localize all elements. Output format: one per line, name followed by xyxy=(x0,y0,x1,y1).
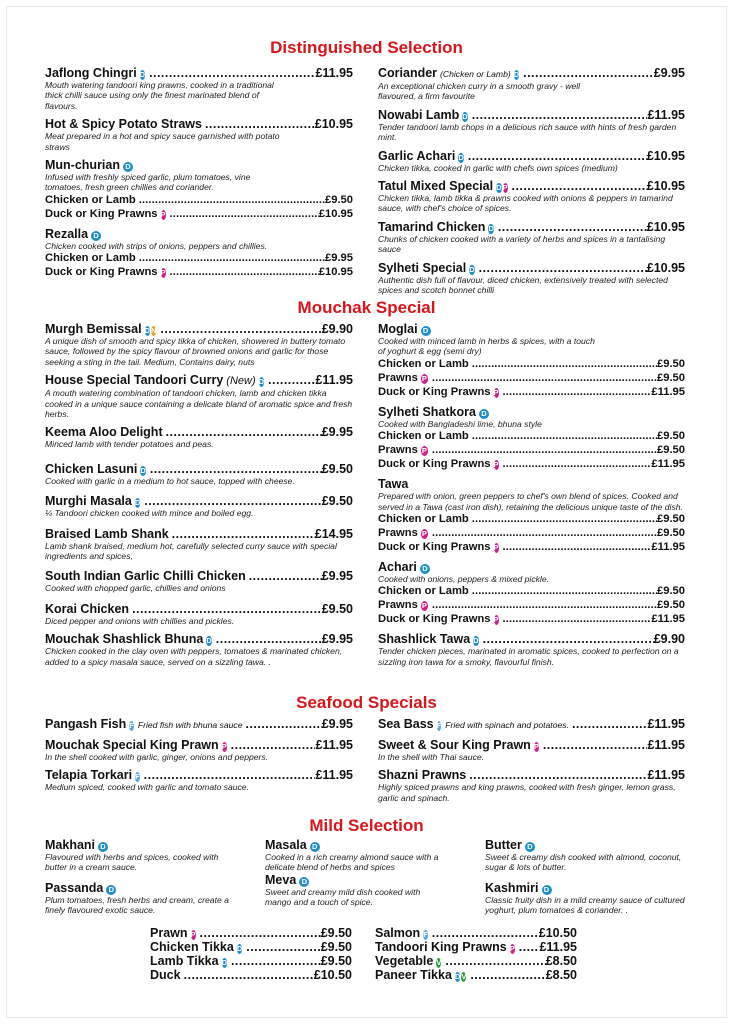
dairy-icon: D xyxy=(496,183,502,193)
menu-item-shazni-prawns: Shazni Prawns . . . £11.95 xyxy=(378,768,685,782)
menu-item-garlic-achari: Garlic Achari D . . . £10.95 xyxy=(378,149,685,163)
fish-icon: F xyxy=(135,772,140,782)
vegetarian-icon: V xyxy=(436,958,442,967)
dairy-icon: D xyxy=(473,636,479,646)
menu-item-rezalla: Rezalla D xyxy=(45,227,353,241)
option-row: Chicken or Lamb . . . £9.95 xyxy=(45,251,353,265)
dairy-icon: D xyxy=(221,958,227,967)
menu-item-achari: Achari D xyxy=(378,560,685,574)
menu-item-house-special: House Special Tandoori Curry (New) D . . . £11.95 xyxy=(45,373,353,388)
menu-item-murghi-masala: Murghi Masala D . . . £9.50 xyxy=(45,494,353,508)
fish-icon: F xyxy=(129,721,134,730)
fish-icon: F xyxy=(436,721,442,730)
dairy-icon: D xyxy=(513,70,520,79)
dairy-icon: D xyxy=(139,70,146,79)
dairy-icon: D xyxy=(106,885,116,895)
option-row: Duck or King Prawns P . . . £10.95 xyxy=(45,265,353,279)
price-row-vegetable: Vegetable V . . . £8.50 xyxy=(375,954,577,968)
option-row: Chicken or Lamb . . . £9.50 xyxy=(45,193,353,207)
section-title-seafood: Seafood Specials xyxy=(296,693,437,712)
menu-item-chicken-lasuni: Chicken Lasuni D . . . £9.50 xyxy=(45,462,353,476)
dairy-icon: D xyxy=(144,326,150,335)
prawn-icon: P xyxy=(190,930,196,939)
prawn-icon: P xyxy=(502,183,508,193)
option-row: Prawns P . . . £9.50 xyxy=(378,443,685,457)
menu-item-telapia-torkari: Telapia Torkari F . . . £11.95 xyxy=(45,768,353,782)
mild-middle-column: Masala D Cooked in a rich creamy almond sauce with a delicate blend of herbs and spices Meva D Sweet and creamy mild dish cooked with mango and a touch of spice. xyxy=(265,838,475,908)
prawn-icon: P xyxy=(509,944,515,953)
menu-item-coriander: Coriander (Chicken or Lamb) D . . . £9.95 xyxy=(378,66,685,81)
menu-item-butter: Butter D xyxy=(485,838,695,852)
dairy-icon: D xyxy=(258,377,265,387)
menu-item-munchurian: Mun-churian D xyxy=(45,158,353,172)
prawn-icon: P xyxy=(421,601,427,611)
dairy-icon: D xyxy=(454,972,461,981)
dairy-icon: D xyxy=(140,465,146,475)
option-row: Chicken or Lamb . . . £9.50 xyxy=(378,584,685,598)
price-row-tandoori-king-prawns: Tandoori King Prawns P . . . £11.95 xyxy=(375,940,577,954)
menu-item-sylheti-shatkora: Sylheti Shatkora D xyxy=(378,405,685,419)
prawn-icon: P xyxy=(221,742,227,751)
menu-item-shashlick-tawa: Shashlick Tawa D . . . £9.90 xyxy=(378,632,685,646)
menu-item-moglai: Moglai D xyxy=(378,322,685,336)
option-row: Duck or King Prawns P . . . £10.95 xyxy=(45,207,353,221)
dairy-icon: D xyxy=(310,842,320,852)
mild-right-column: Butter D Sweet & creamy dish cooked with almond, coconut, sugar & lots of butter. Kashmiri D Classic fruity dish in a mild creamy sauce of cultured yoghurt, plum tomatoes & coriander. . xyxy=(485,838,695,916)
dairy-icon: D xyxy=(420,564,430,574)
mouchak-right-column: Moglai D Cooked with minced lamb in herbs & spices, with a touch of yoghurt & egg (semi dry) Chicken or Lamb . . . £9.50 Prawns P . . . £9.50 Duck or King Prawns P . . . £11.95 Sylheti Shatkora D Cooked with Bangladeshi lime, bhuna style Chicken or Lamb . . . £9.50 Prawns P . . . £9.50 Duck or King Prawns P . . . £11.95 Tawa Prepared with onion, green peppers to chef's own blend of spices. Cooked and served in a Tawa (cast iron dish), retaining the delicious unique taste of the dish. Chicken or Lamb . . . £9.50 Prawns P . . . £9.50 Duck or King Prawns P . . . £11.95 Achari D Cooked with onions, peppers & mixed pickle. Chicken or Lamb . . . £9.50 Prawns P . . . £9.50 Duck or King Prawns P . . . £11.95 Shashlick Tawa D . . . £9.90 Tender chicken pieces, marinated in aromatic spices, cooked to perfection on a sizzling iron tawa for a smoky, flavourful finish. xyxy=(378,322,685,667)
prawn-icon: P xyxy=(160,209,166,219)
nuts-icon: N xyxy=(150,326,157,335)
menu-item-jaflong: Jaflong Chingri D . . . £11.95 xyxy=(45,66,353,80)
option-row: Duck or King Prawns P . . . £11.95 xyxy=(378,385,685,399)
menu-item-passanda: Passanda D xyxy=(45,881,255,895)
dairy-icon: D xyxy=(123,162,133,172)
menu-item-mouchak-king-prawn: Mouchak Special King Prawn P . . . £11.95 xyxy=(45,738,353,752)
dairy-icon: D xyxy=(98,842,108,852)
section-title-mild: Mild Selection xyxy=(309,816,424,835)
prawn-icon: P xyxy=(160,268,166,278)
mild-price-list-left xyxy=(150,926,352,982)
menu-item-tawa: Tawa xyxy=(378,477,409,492)
dairy-icon: D xyxy=(462,111,468,121)
option-row: Duck or King Prawns P . . . £11.95 xyxy=(378,457,685,471)
menu-item-kashmiri: Kashmiri D xyxy=(485,881,695,895)
menu-item-masala: Masala D xyxy=(265,838,475,852)
dairy-icon: D xyxy=(299,877,309,887)
prawn-icon: P xyxy=(421,529,427,539)
menu-item-makhani: Makhani D xyxy=(45,838,255,852)
option-row: Duck or King Prawns P . . . £11.95 xyxy=(378,612,685,626)
menu-item-korai-chicken: Korai Chicken . . . £9.50 xyxy=(45,602,353,616)
price-row-chicken-tikka: Chicken Tikka D . . . £9.50 xyxy=(150,940,352,954)
distinguished-left-column: Jaflong Chingri D . . . £11.95 Mouth watering tandoori king prawns, cooked in a traditional thick chilli sauce using only the finest marinated blend of flavours. Hot & Spicy Potato Straws . . . £10.95 Meat prepared in a hot and spicy sauce garnished with potato straws Mun-churian D Infused with freshly spiced garlic, plum tomatoes, vine tomatoes, fresh green chillies and coriander. Chicken or Lamb . . . £9.50 Duck or King Prawns P . . . £10.95 Rezalla D Chicken cooked with strips of onions, peppers and chillies. Chicken or Lamb . . . £9.95 Duck or King Prawns P . . . £10.95 xyxy=(45,66,353,279)
menu-item-murgh-bemissal: Murgh Bemissal D N . . . £9.90 xyxy=(45,322,353,336)
menu-item-tamarind-chicken: Tamarind Chicken D . . . £10.95 xyxy=(378,220,685,234)
section-title-mouchak: Mouchak Special xyxy=(297,298,436,317)
price-row-prawn: Prawn P . . . £9.50 xyxy=(150,926,352,940)
menu-item-meva: Meva D xyxy=(265,873,475,887)
menu-item-sweet-sour-king-prawn: Sweet & Sour King Prawn P . . . £11.95 xyxy=(378,738,685,752)
menu-item-sylheti-special: Sylheti Special D . . . £10.95 xyxy=(378,261,685,275)
dairy-icon: D xyxy=(206,636,212,646)
seafood-left-column: Pangash Fish F Fried fish with bhuna sauce . . . £9.95 Mouchak Special King Prawn P . . . £11.95 In the shell cooked with garlic, ginger, onions and peppers. Telapia Torkari F . . . £11.95 Medium spiced, cooked with garlic and tomato sauce. xyxy=(45,717,353,793)
prawn-icon: P xyxy=(493,387,499,397)
menu-item-lamb-shank: Braised Lamb Shank . . . £14.95 xyxy=(45,527,353,541)
mouchak-left-column: Murgh Bemissal D N . . . £9.90 A unique dish of smooth and spicy tikka of chicken, showered in buttery tomato sauce, followed by the spicy flavour of browned onions and garlic for those seeking a sting in the tail. Medium, Contains dairy, nuts House Special Tandoori Curry (New) D . . . £11.95 A mouth watering combination of tandoori chicken, lamb and chicken tikka cooked in a unique sauce containing a delicate bland of aromatic spice and fresh herbs. Keema Aloo Delight . . . £9.95 Minced lamb with tender potatoes and peas. Chicken Lasuni D . . . £9.50 Cooked with garlic in a medium to hot sauce, topped with cheese. Murghi Masala D . . . £9.50 ¼ Tandoori chicken cooked with mince and boiled egg. Braised Lamb Shank . . . £14.95 Lamb shank braised, medium hot, carefully selected curry sauce with special ingredients and spices, South Indian Garlic Chilli Chicken . . . £9.95 Cooked with chopped garlic, chillies and onions Korai Chicken . . . £9.50 Diced pepper and onions with chillies and pickles. Mouchak Shashlick Bhuna D . . . £9.95 Chicken cooked in the clay oven with peppers, tomatoes & marinated chicken, added to a spicy masala sauce, served on a sizzling tawa. . xyxy=(45,322,353,667)
seafood-right-column: Sea Bass F Fried with spinach and potatoes. . . . £11.95 Sweet & Sour King Prawn P . . . £11.95 In the shell with Thai sauce. Shazni Prawns . . . £11.95 Highly spiced prawns and king prawns, cooked with fresh ginger, lemon grass, garlic and spinach. xyxy=(378,717,685,803)
dairy-icon: D xyxy=(469,264,475,274)
price-row-paneer-tikka: Paneer Tikka D V . . . £8.50 xyxy=(375,968,577,982)
dairy-icon: D xyxy=(488,223,494,233)
prawn-icon: P xyxy=(493,615,499,625)
dairy-icon: D xyxy=(525,842,535,852)
mild-price-list-right xyxy=(375,926,577,982)
vegetarian-icon: V xyxy=(461,972,467,981)
section-title-distinguished: Distinguished Selection xyxy=(270,38,463,57)
option-row: Chicken or Lamb . . . £9.50 xyxy=(378,429,685,443)
price-row-salmon: Salmon F . . . £10.50 xyxy=(375,926,577,940)
menu-item-tatul-mixed: Tatul Mixed Special D P . . . £10.95 xyxy=(378,179,685,193)
dairy-icon: D xyxy=(479,409,489,419)
menu-item-pangash-fish: Pangash Fish F Fried fish with bhuna sauce . . . £9.95 xyxy=(45,717,353,732)
menu-item-nowabi-lamb: Nowabi Lamb D . . . £11.95 xyxy=(378,108,685,122)
dairy-icon: D xyxy=(91,231,101,241)
menu-item-keema-aloo: Keema Aloo Delight . . . £9.95 xyxy=(45,425,353,439)
distinguished-right-column: Coriander (Chicken or Lamb) D . . . £9.95 An exceptional chicken curry in a smooth gravy - well flavoured, a firm favourite Nowabi Lamb D . . . £11.95 Tender tandoori lamb chops in a delicious rich sauce with hints of fresh garden mint. Garlic Achari D . . . £10.95 Chicken tikka, cooked in garlic with chefs own spices (medium) Tatul Mixed Special D P . . . £10.95 Chicken tikka, lamb tikka & prawns cooked with onions & peppers in tamarind sauce, with chef's choice of spices. Tamarind Chicken D . . . £10.95 Chunks of chicken cooked with a variety of herbs and spices in a tantalising sauce Sylheti Special D . . . £10.95 Authentic dish full of flavour, diced chicken, extensively treated with selected spices and scotch bonnet chilli xyxy=(378,66,685,295)
dairy-icon: D xyxy=(134,498,141,508)
option-row: Prawns P . . . £9.50 xyxy=(378,598,685,612)
price-row-duck: Duck . . . £10.50 xyxy=(150,968,352,982)
menu-item-sea-bass: Sea Bass F Fried with spinach and potatoes. . . . £11.95 xyxy=(378,717,685,732)
menu-item-south-indian: South Indian Garlic Chilli Chicken . . . £9.95 xyxy=(45,569,353,583)
menu-item-potato-straws: Hot & Spicy Potato Straws . . . £10.95 xyxy=(45,117,353,131)
option-row: Prawns P . . . £9.50 xyxy=(378,371,685,385)
prawn-icon: P xyxy=(421,373,427,383)
dairy-icon: D xyxy=(236,944,243,953)
option-row: Prawns P . . . £9.50 xyxy=(378,526,685,540)
prawn-icon: P xyxy=(493,543,499,553)
option-row: Chicken or Lamb . . . £9.50 xyxy=(378,512,685,526)
menu-item-mouchak-shashlick: Mouchak Shashlick Bhuna D . . . £9.95 xyxy=(45,632,353,646)
dairy-icon: D xyxy=(421,326,431,336)
prawn-icon: P xyxy=(533,742,539,751)
price-row-lamb-tikka: Lamb Tikka D . . . £9.50 xyxy=(150,954,352,968)
prawn-icon: P xyxy=(421,446,427,456)
mild-left-column: Makhani D Flavoured with herbs and spices, cooked with butter in a cream sauce. Passanda D Plum tomatoes, fresh herbs and cream, create a finely flavoured exotic sauce. xyxy=(45,838,255,916)
fish-icon: F xyxy=(423,930,428,939)
dairy-icon: D xyxy=(542,885,552,895)
dairy-icon: D xyxy=(458,152,464,162)
option-row: Duck or King Prawns P . . . £11.95 xyxy=(378,540,685,554)
option-row: Chicken or Lamb . . . £9.50 xyxy=(378,357,685,371)
prawn-icon: P xyxy=(493,460,499,470)
